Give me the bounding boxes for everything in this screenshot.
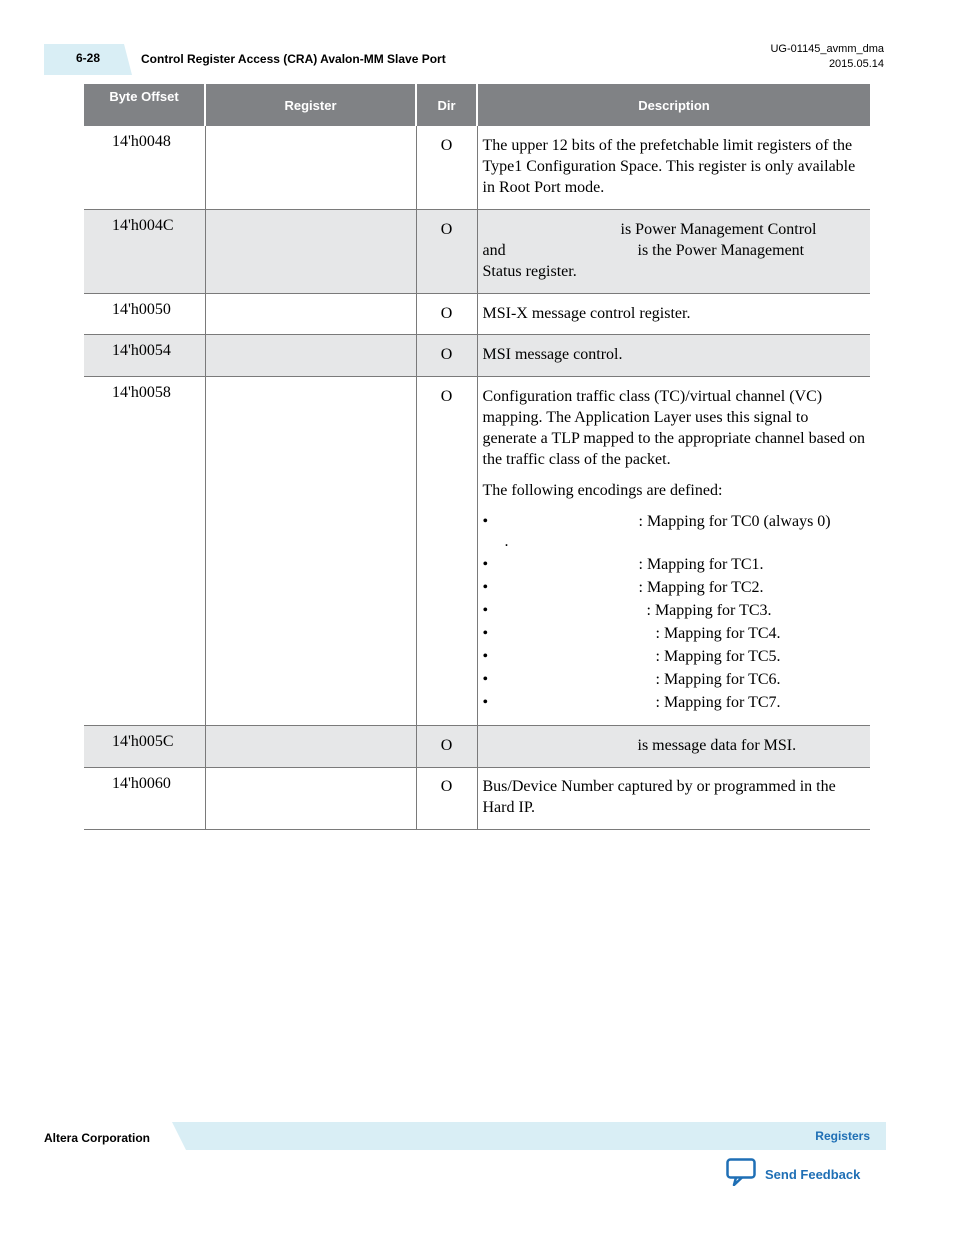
- table-row: [84, 126, 870, 209]
- bullet-icon: •: [482, 647, 489, 665]
- document-id-block: [770, 42, 884, 72]
- footer-company: Altera Corporation: [44, 1131, 151, 1145]
- list-item: [483, 669, 867, 692]
- description-line: Status register.: [482, 262, 577, 280]
- description-fragment: is the Power Management: [637, 241, 805, 259]
- list-item: [483, 646, 867, 669]
- table-row: [84, 376, 870, 725]
- description-fragment: and: [482, 241, 506, 259]
- cell-dir: O: [416, 334, 477, 376]
- encoding-text: : Mapping for TC7.: [655, 693, 781, 711]
- column-header-register: Register: [205, 84, 416, 126]
- register-table: [84, 84, 870, 830]
- encoding-list: [483, 511, 867, 715]
- bullet-icon: •: [482, 670, 489, 688]
- encoding-text: : Mapping for TC6.: [655, 670, 781, 688]
- cell-byte-offset: 14'h005C: [84, 725, 205, 767]
- description-text: Configuration traffic class (TC)/virtual channel (VC) mapping. The Application Layer uses this signal to generate a TLP mapped to the appropriate channel based on the traffic class of the packet.: [482, 387, 866, 468]
- cell-byte-offset: 14'h004C: [84, 209, 205, 293]
- bullet-icon: •: [482, 693, 489, 711]
- list-item: [483, 623, 867, 646]
- description-text: MSI-X message control register.: [482, 304, 691, 322]
- send-feedback-label: Send Feedback: [765, 1167, 861, 1182]
- cell-description: [477, 293, 870, 334]
- description-text: Bus/Device Number captured by or programmed in the Hard IP.: [482, 777, 836, 816]
- cell-register: [205, 293, 416, 334]
- cell-register: [205, 376, 416, 725]
- cell-byte-offset: 14'h0048: [84, 126, 205, 209]
- cell-description: [477, 209, 870, 293]
- cell-register: [205, 334, 416, 376]
- list-item: [483, 511, 867, 554]
- encoding-text: : Mapping for TC2.: [638, 578, 764, 596]
- trailing-dot: .: [504, 532, 509, 550]
- encoding-text: : Mapping for TC4.: [655, 624, 781, 642]
- cell-dir: O: [416, 126, 477, 209]
- description-text: The upper 12 bits of the prefetchable limit registers of the Type1 Configuration Space. This register is only available in Root Port mode.: [482, 137, 856, 196]
- table-row: [84, 767, 870, 829]
- bullet-icon: •: [482, 555, 489, 573]
- cell-description: [477, 376, 870, 725]
- table-row: [84, 725, 870, 767]
- cell-byte-offset: 14'h0058: [84, 376, 205, 725]
- list-item: [483, 577, 867, 600]
- cell-dir: O: [416, 725, 477, 767]
- cell-register: [205, 126, 416, 209]
- table-row: [84, 293, 870, 334]
- send-feedback-button[interactable]: [726, 1158, 860, 1191]
- encoding-text: : Mapping for TC0 (always 0): [638, 512, 831, 530]
- cell-register: [205, 767, 416, 829]
- cell-byte-offset: 14'h0050: [84, 293, 205, 334]
- description-line: is Power Management Control: [620, 220, 817, 238]
- cell-description: [477, 725, 870, 767]
- footer-band: [172, 1122, 886, 1150]
- speech-bubble-icon: [726, 1158, 756, 1191]
- cell-dir: O: [416, 209, 477, 293]
- table-row: [84, 334, 870, 376]
- cell-dir: O: [416, 767, 477, 829]
- description-text: The following encodings are defined:: [482, 481, 723, 499]
- bullet-icon: •: [482, 578, 489, 596]
- cell-description: [477, 767, 870, 829]
- list-item: [483, 600, 867, 623]
- page-title: Control Register Access (CRA) Avalon-MM Slave Port: [141, 52, 446, 66]
- cell-register: [205, 209, 416, 293]
- document-id: UG-01145_avmm_dma: [770, 43, 884, 55]
- encoding-text: : Mapping for TC1.: [638, 555, 764, 573]
- document-date: 2015.05.14: [828, 58, 884, 70]
- column-header-description: Description: [477, 84, 870, 126]
- encoding-text: : Mapping for TC5.: [655, 647, 781, 665]
- page-number: 6-28: [76, 51, 101, 65]
- cell-byte-offset: 14'h0060: [84, 767, 205, 829]
- footer-section-link[interactable]: Registers: [815, 1129, 870, 1143]
- encoding-text: : Mapping for TC3.: [646, 601, 772, 619]
- bullet-icon: •: [482, 512, 489, 530]
- bullet-icon: •: [482, 624, 489, 642]
- column-header-dir: Dir: [416, 84, 477, 126]
- list-item: [483, 692, 867, 715]
- column-header-byte-offset: Byte Offset: [84, 84, 205, 126]
- description-text: MSI message control.: [482, 345, 623, 363]
- cell-description: [477, 126, 870, 209]
- cell-dir: O: [416, 376, 477, 725]
- table-row: [84, 209, 870, 293]
- cell-register: [205, 725, 416, 767]
- table-header-row: [84, 84, 870, 126]
- cell-description: [477, 334, 870, 376]
- bullet-icon: •: [482, 601, 489, 619]
- cell-byte-offset: 14'h0054: [84, 334, 205, 376]
- list-item: [483, 554, 867, 577]
- cell-dir: O: [416, 293, 477, 334]
- description-text: is message data for MSI.: [637, 736, 797, 754]
- description-line: [483, 240, 867, 261]
